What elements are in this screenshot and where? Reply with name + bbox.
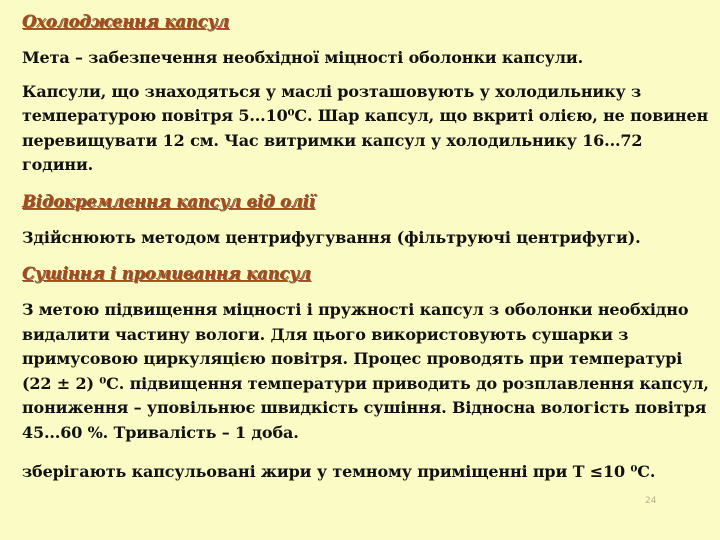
paragraph-storage: зберігають капсульовані жири у темному приміщенні при Т ≤10 ⁰С. — [22, 462, 656, 481]
paragraph-cooling-details: Капсули, що знаходяться у маслі розташовують у холодильнику з температурою повітря 5...10⁰С. Шар капсул, що вкриті олією, не повинен перевищувати 12 см. Час витримки капсул у холодильнику 16...72 години. — [22, 81, 709, 174]
paragraph-drying-details: З метою підвищення міцності і пружності капсул з оболонки необхідно видалити частину вологи. Для цього використовують сушарки з примусовою циркуляцією повітря. Процес проводять при температурі (22 ± 2) ⁰С. підвищення температури приводить до розплавлення капсул, пониження – уповільнює швидкість сушіння. Відносна вологість повітря 45...60 %. Тривалість – 1 доба. — [22, 300, 709, 442]
slide-content — [22, 10, 712, 485]
slide-number: 24 — [645, 496, 657, 506]
section-heading-separation: Відокремлення капсул від олії — [22, 191, 315, 211]
paragraph-separation: Здійснюють методом центрифугування (фільтруючі центрифуги). — [22, 227, 641, 247]
paragraph-goal: Мета – забезпечення необхідної міцності оболонки капсули. — [22, 48, 584, 67]
section-heading-drying: Сушіння і промивання капсул — [22, 264, 311, 283]
section-heading-cooling: Охолодження капсул — [22, 12, 229, 31]
